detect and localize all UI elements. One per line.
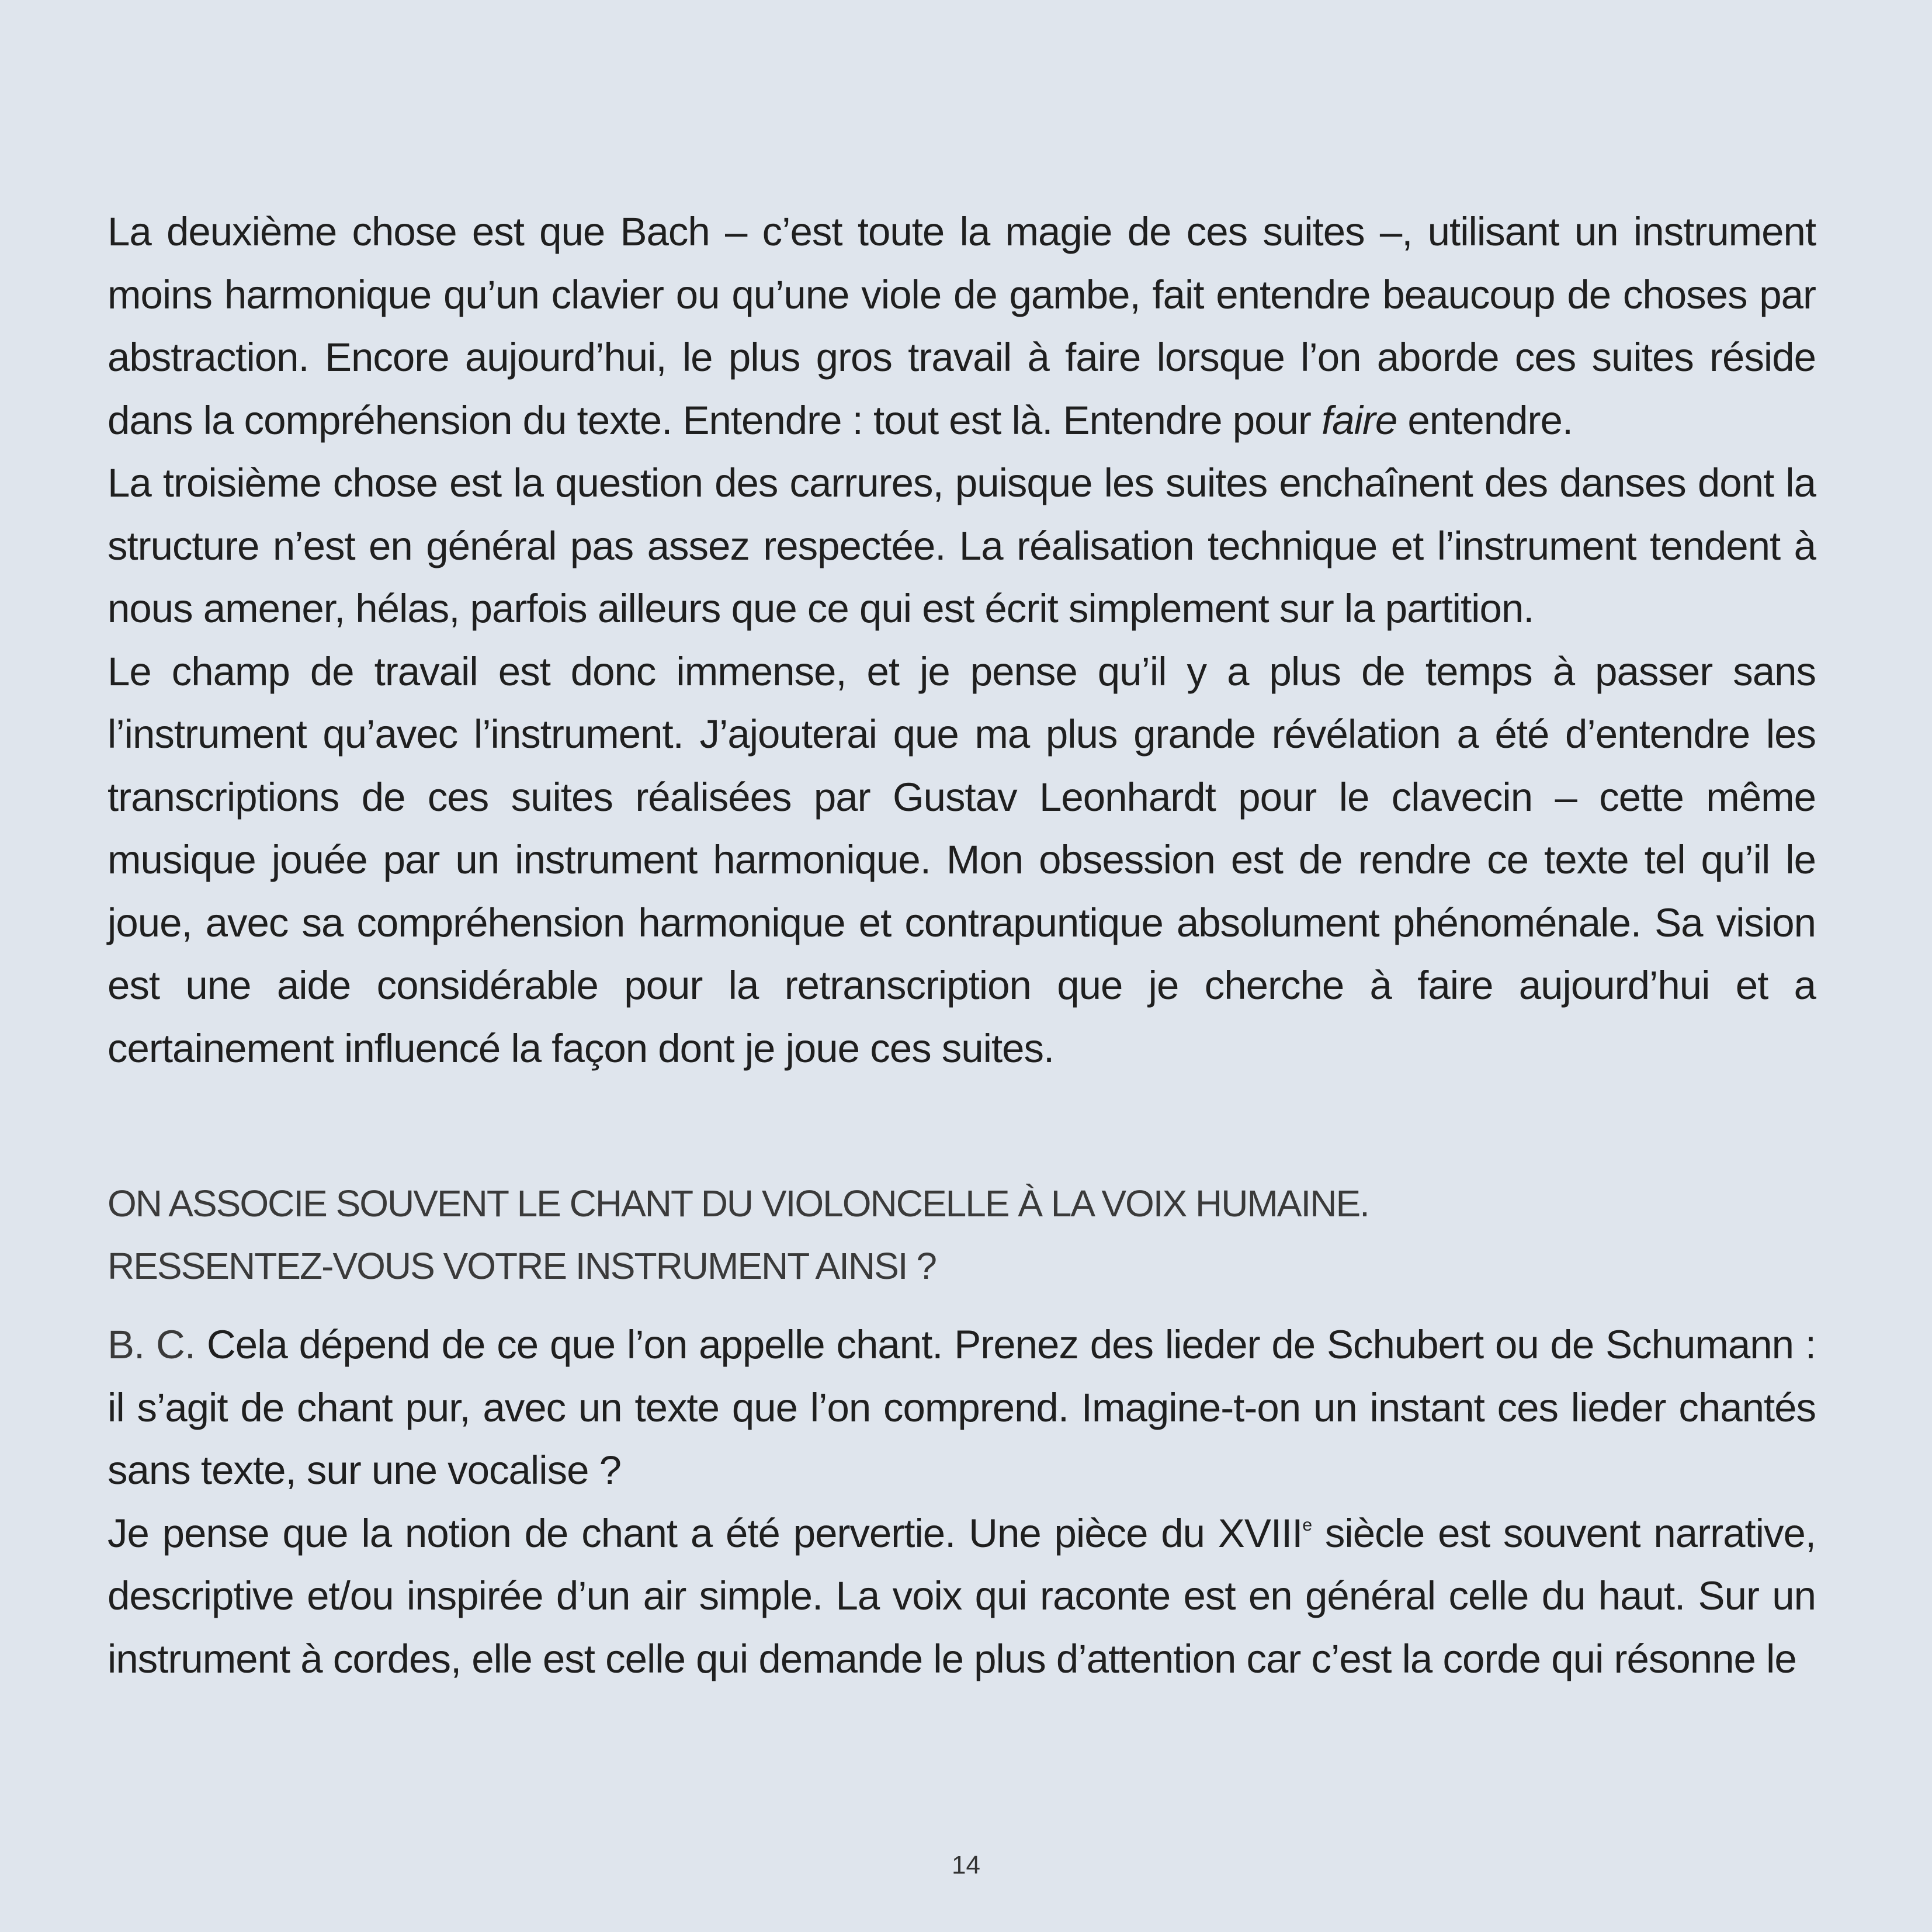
question-line-1: ON ASSOCIE SOUVENT LE CHANT DU VIOLONCELLE À LA VOIX HUMAINE. [107, 1182, 1369, 1225]
interview-question [107, 1173, 1816, 1298]
answer-paragraph-1 [107, 1313, 1816, 1502]
speaker-initials: B. C. [107, 1322, 196, 1367]
paragraph-text: La deuxième chose est que Bach – c’est toute la magie de ces suites –, utilisant un instrument moins harmonique qu’un clavier ou qu’une viole de gambe, fait entendre beaucoup de choses par abstraction. Encore aujourd’hui, le plus gros travail à faire lorsque l’on aborde ces suites réside dans la compréhension du texte. Entendre : tout est là. Entendre pour [107, 209, 1816, 443]
interview-answer [107, 1313, 1816, 1690]
italic-word: faire [1321, 397, 1397, 443]
paragraph-text: siècle est souvent narrative, descriptive et/ou inspirée d’un air simple. La voix qui raconte est en général celle du haut. Sur un instrument à cordes, elle est celle qui demande le plus d’attention car c’est la corde qui résonne le [107, 1510, 1816, 1681]
ordinal-superscript: e [1302, 1515, 1312, 1535]
body-text-section [107, 200, 1816, 1080]
paragraph-text: Je pense que la notion de chant a été pervertie. Une pièce du XVIII [107, 1510, 1303, 1556]
answer-paragraph-2 [107, 1502, 1816, 1691]
page-number: 14 [952, 1851, 980, 1879]
paragraph-troisieme-chose: La troisième chose est la question des carrures, puisque les suites enchaînent des danses dont la structure n’est en général pas assez respectée. La réalisation technique et l’instrument tendent à nous amener, hélas, parfois ailleurs que ce qui est écrit simplement sur la partition. [107, 460, 1816, 631]
paragraph-deuxieme-chose [107, 200, 1816, 452]
paragraph-champ-de-travail: Le champ de travail est donc immense, et je pense qu’il y a plus de temps à passer sans l’instrument qu’avec l’instrument. J’ajouterai que ma plus grande révélation a été d’entendre les transcriptions de ces suites réalisées par Gustav Leonhardt pour le clavecin – cette même musique jouée par un instrument harmonique. Mon obsession est de rendre ce texte tel qu’il le joue, avec sa compréhension harmonique et contrapuntique absolument phénoménale. Sa vision est une aide considérable pour la retranscription que je cherche à faire aujourd’hui et a certainement influencé la façon dont je joue ces suites. [107, 648, 1816, 1071]
paragraph-text: Cela dépend de ce que l’on appelle chant. Prenez des lieder de Schubert ou de Schumann : il s’agit de chant pur, avec un texte que l’on comprend. Imagine-t-on un instant ces lieder chantés sans texte, sur une vocalise ? [107, 1322, 1816, 1493]
question-line-2: RESSENTEZ-VOUS VOTRE INSTRUMENT AINSI ? [107, 1245, 936, 1287]
paragraph-text: entendre. [1397, 397, 1573, 443]
